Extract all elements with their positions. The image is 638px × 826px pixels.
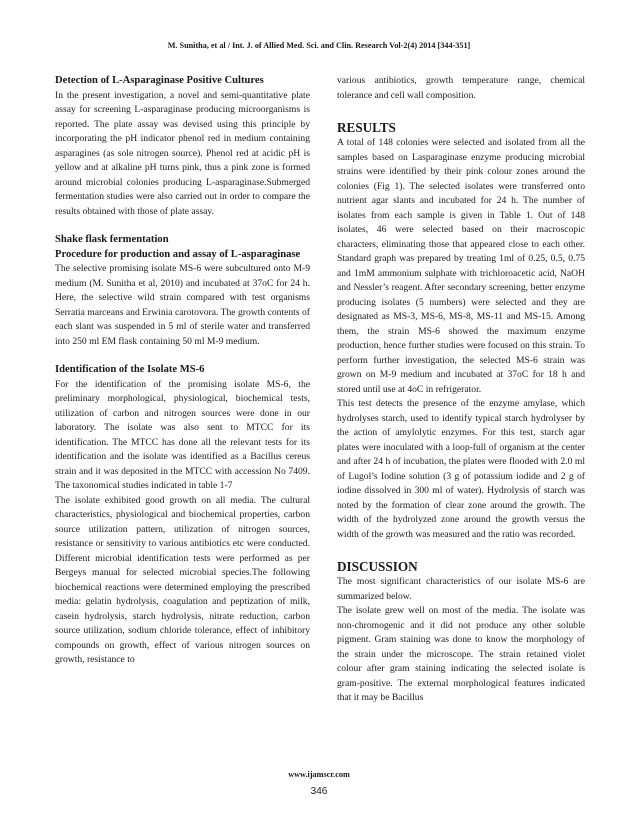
paragraph-continued: various antibiotics, growth temperature range, chemical tolerance and cell wall composition. (337, 75, 585, 101)
paragraph-identification-1: For the identification of the promising isolate MS-6, the preliminary morphological, physiological, biochemical tests, utilization of carbon and nitrogen sources were done in our laboratory. The isolate was also sent to MTCC for its identification. The MTCC has done all the relevant tests for its identification and the isolate was identified as a Bacillus cereus strain and it was deposited in the MTCC with accession No 7409. The taxonomical studies indicated in table 1-7 (55, 378, 310, 491)
paragraph-discussion-1: The most significant characteristics of our isolate MS-6 are summarized below. (337, 576, 585, 602)
section-title-identification: Identification of the Isolate MS-6 (55, 364, 205, 375)
paragraph-results-2: This test detects the presence of the enzyme amylase, which hydrolyses starch, used to identify typical starch hydrolyser by the action of amylolytic enzymes. For this test, starch agar plates were inoculated with a loop-full of organism at the center and after 24 h of incubation, the plates were flooded with 2.0 ml of Lugol’s Iodine solution (3 g of potassium iodide and 2 g of iodine dissolved in 300 ml of water). Hydrolysis of starch was noted by the formation of clear zone around the growth. The width of the hydrolyzed zone around the growth versus the width of the growth was measured and the ratio was recorded. (337, 398, 585, 540)
paragraph-detection: In the present investigation, a novel and semi-quantitative plate assay for screening L-asparaginase producing microorganisms is reported. The plate assay was devised using this principle by incorporating the pH indicator phenol red in medium containing asparagines (as sole nitrogen source). Phenol red at acidic pH is yellow and at alkaline pH turns pink, thus a pink zone is formed around microbial colonies producing L-asparaginase.Submerged fermentation studies were also carried out in order to compare the results obtained with those of plate assay. (55, 89, 310, 217)
paragraph-results-1: A total of 148 colonies were selected and isolated from all the samples based on Lasparaginase enzyme producing microbial strains were identified by their pink colour zones around the colonies (Fig 1). The selected isolates were transferred onto nutrient agar slants and incubated for 24 h. The number of isolates from each sample is given in Table 1. Out of 148 isolates, 46 were selected based on their macroscopic characters, eliminating those that appeared close to each other. Standard graph was prepared by treating 1ml of 0.25, 0.5, 0.75 and 1mM ammonium sulphate with trichloroacetic acid, NaOH and Nessler’s reagent. After secondary screening, better enzyme producing isolates (5 numbers) were selected and they are designated as MS-3, MS-6, MS-8, MS-11 and MS-15. Among them, the strain MS-6 showed the maximum enzyme production, hence further studies were focused on this strain. To perform further investigation, the selected MS-6 strain was grown on M-9 medium and incubated at 37oC for 18 h and stored until use at 4oC in refrigerator. (337, 137, 585, 395)
paragraph-procedure: The selective promising isolate MS-6 were subcultured onto M-9 medium (M. Sunitha et al, 2010) and incubated at 37oC for 24 h. Here, the selective wild strain compared with test organisms Serratia marceans and Erwinia carotovora. The growth contents of each slant was suspended in 5 ml of sterile water and transferred into 250 ml EM flask containing 50 ml M-9 medium. (55, 263, 310, 347)
left-column (55, 74, 310, 668)
footer-url: www.ijamscr.com (288, 770, 350, 779)
section-title-discussion: DISCUSSION (337, 559, 418, 574)
section-title-shake-flask: Shake flask fermentation (55, 234, 169, 245)
running-header: M. Sunitha, et al / Int. J. of Allied Med. Sci. and Clin. Research Vol-2(4) 2014 [344-351] (167, 41, 471, 50)
section-title-results: RESULTS (337, 120, 396, 135)
paragraph-discussion-2: The isolate grew well on most of the media. The isolate was non-chromogenic and it did not produce any other soluble pigment. Gram staining was done to know the morphology of the strain under the microscope. The strain retained violet colour after gram staining indicating the selected isolate is gram-positive. The external morphological features indicated that it may be Bacillus (337, 605, 585, 703)
paragraph-identification-2: The isolate exhibited good growth on all media. The cultural characteristics, physiological and biochemical properties, carbon source utilization pattern, utilization of nitrogen sources, resistance or sensitivity to various antibiotics etc were conducted. Different microbial identification tests were performed as per Bergeys manual for selected microbial species.The following biochemical reactions were determined employing the prescribed media: gelatin hydrolysis, coagulation and peptization of milk, casein hydrolysis, starch hydrolysis, nitrate reduction, carbon source utilization, sodium chloride tolerance, effect of inhibitory compounds on growth, effect of various nitrogen sources on growth, resistance to (55, 494, 310, 665)
section-title-procedure: Procedure for production and assay of L-asparaginase (55, 248, 301, 260)
page-number: 346 (310, 786, 328, 797)
section-title-detection: Detection of L-Asparaginase Positive Cultures (55, 75, 264, 86)
right-column (337, 74, 585, 706)
